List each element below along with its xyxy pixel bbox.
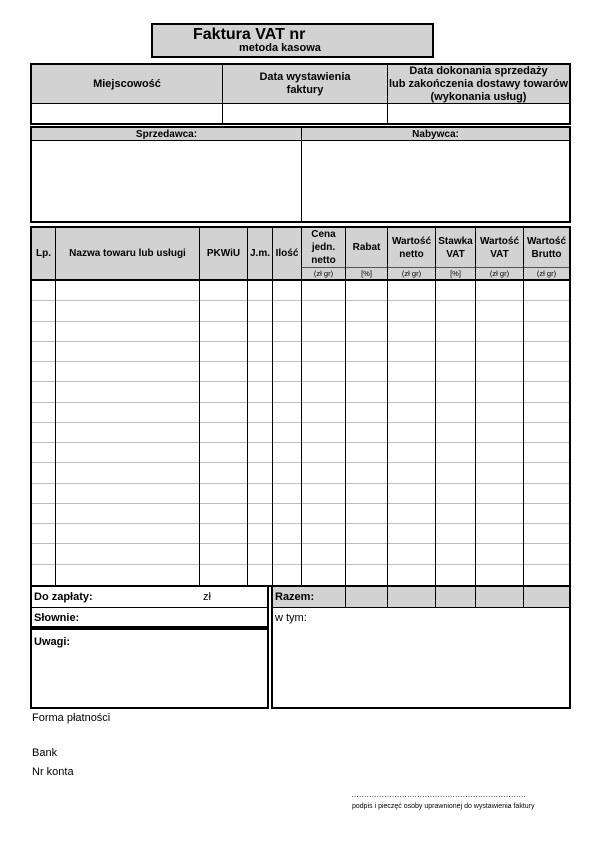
vat-value-unit: (zł gr) [489,269,510,278]
of-which-label: w tym: [275,612,307,624]
discount-unit: [%] [361,269,372,278]
col-pkwiu: PKWiU [206,248,241,259]
notes-label: Uwagi: [34,636,71,648]
seller-field[interactable] [32,141,301,221]
place-header: Miejscowość [93,78,161,90]
invoice-subtitle: metoda kasowa [239,42,321,54]
to-pay-label: Do zapłaty: [34,591,93,603]
account-number-label: Nr konta [32,766,74,778]
issue-date-field[interactable] [223,104,387,123]
col-name: Nazwa towaru lub usługi [69,248,186,259]
total-label: Razem: [275,591,315,603]
place-field[interactable] [32,104,222,123]
sale-date-header: Data dokonania sprzedaży lub zakończenia dostawy towarów (wykonania usług) [388,64,569,103]
col-unit-price: Cena jedn. netto [311,229,336,266]
sale-date-field[interactable] [388,104,569,123]
col-net-value: Wartość netto [391,235,432,260]
notes-box [30,628,269,709]
col-vat-rate: Stawka VAT [438,235,473,260]
col-gross-value: Wartość Brutto [526,235,567,260]
payment-box [30,585,269,628]
items-table [30,226,571,587]
total-box [271,585,571,709]
col-discount: Rabat [352,242,381,253]
parties-box [30,126,571,223]
invoice-title: Faktura VAT nr [193,26,306,43]
signature-line: …………………………………………………………… [351,790,526,799]
header-table [30,63,571,125]
payment-form-label: Forma płatności [32,712,111,724]
issue-date-header: Data wystawienia faktury [259,71,351,96]
invoice-title-box [151,23,434,58]
col-vat-value: Wartość VAT [479,235,520,260]
bank-label: Bank [32,747,58,759]
col-lp: Lp. [36,248,51,259]
in-words-label: Słownie: [34,612,80,624]
net-value-unit: (zł gr) [401,269,422,278]
signature-caption: podpis i pieczęć osoby uprawnionej do wystawienia faktury [352,803,535,810]
unit-price-unit: (zł gr) [313,269,334,278]
buyer-label: Nabywca: [412,128,459,140]
seller-label: Sprzedawca: [135,128,198,140]
buyer-field[interactable] [302,141,569,221]
gross-value-unit: (zł gr) [536,269,557,278]
col-qty: Ilość [275,248,299,259]
col-unit: J.m. [249,248,270,259]
currency-label: zł [203,591,211,603]
vat-rate-unit: [%] [450,269,461,278]
